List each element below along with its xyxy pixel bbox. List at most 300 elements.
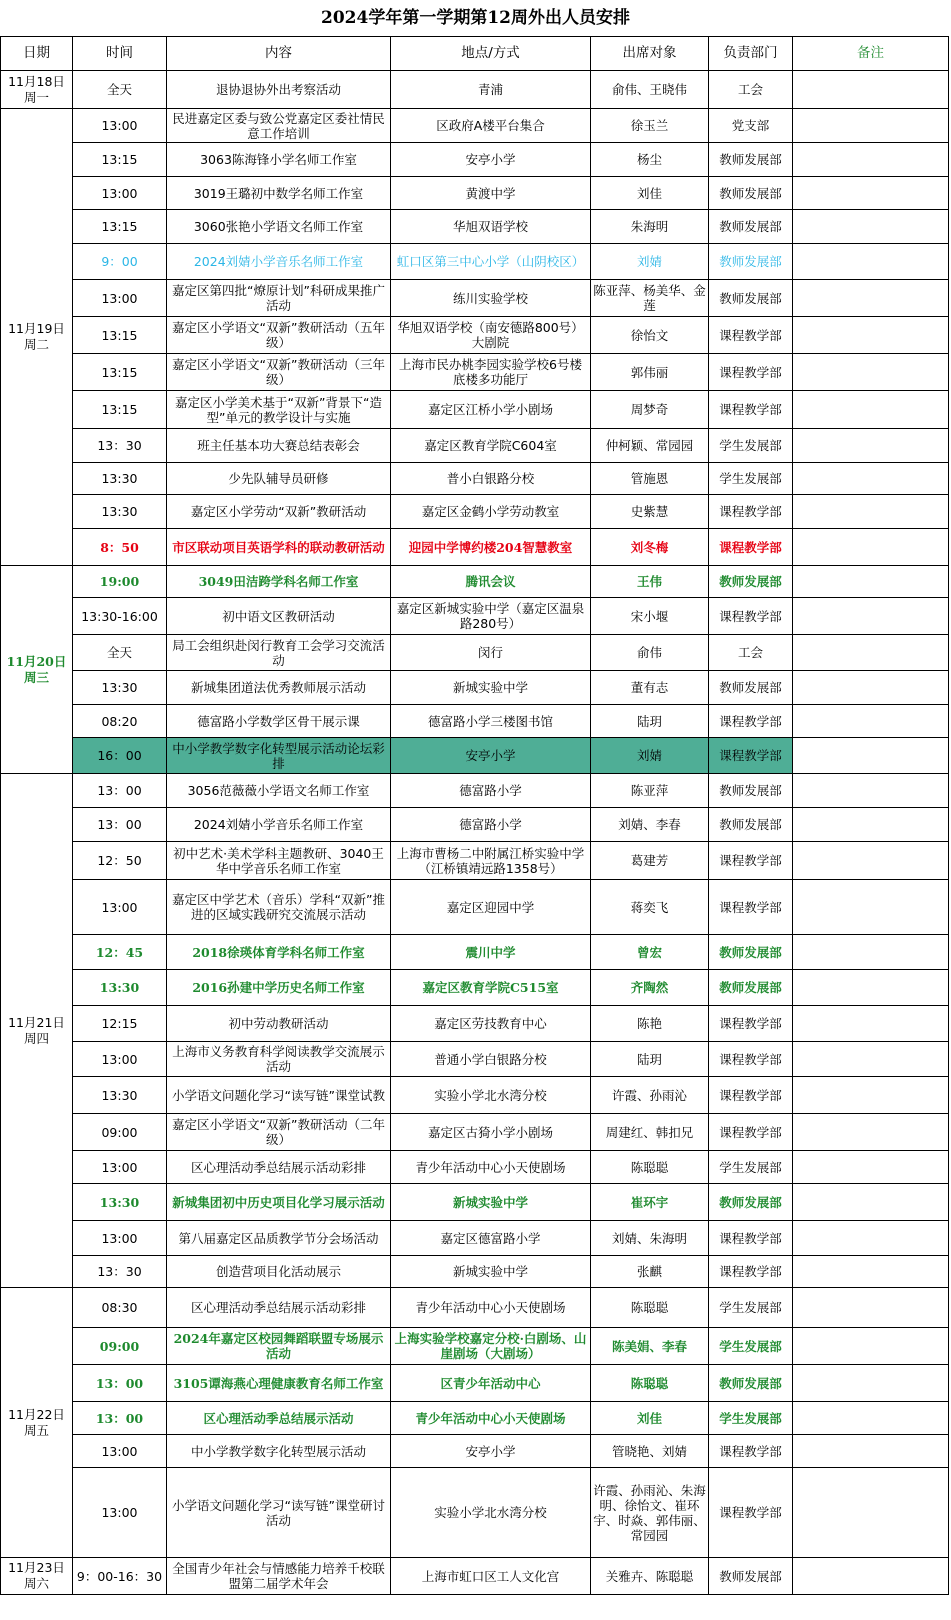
time-cell: 19:00 bbox=[73, 566, 167, 598]
people-cell: 郭伟丽 bbox=[591, 354, 709, 391]
date-cell bbox=[1, 71, 73, 109]
content-cell: 嘉定区中学艺术（音乐）学科“双新”推进的区域实践研究交流展示活动 bbox=[167, 880, 391, 935]
content-cell: 区心理活动季总结展示活动彩排 bbox=[167, 1151, 391, 1184]
table-row bbox=[1, 738, 949, 774]
weekday-label: 周四 bbox=[23, 1030, 49, 1046]
dept-cell: 学生发展部 bbox=[709, 1328, 793, 1365]
people-cell: 杨尘 bbox=[591, 143, 709, 177]
content-cell: 2016孙建中学历史名师工作室 bbox=[167, 970, 391, 1006]
content-cell: 创造营项目化活动展示 bbox=[167, 1256, 391, 1288]
time-cell: 08:20 bbox=[73, 705, 167, 738]
people-cell: 陈亚萍 bbox=[591, 774, 709, 808]
time-cell: 13：30 bbox=[73, 1256, 167, 1288]
table-row bbox=[1, 143, 949, 177]
header-date: 日期 bbox=[1, 37, 73, 71]
dept-cell: 课程教学部 bbox=[709, 705, 793, 738]
place-cell: 迎园中学博约楼204智慧教室 bbox=[391, 529, 591, 566]
people-cell: 周建红、韩扣兄 bbox=[591, 1114, 709, 1151]
content-cell: 嘉定区小学语文“双新”教研活动（五年级） bbox=[167, 317, 391, 354]
time-cell: 13:00 bbox=[73, 109, 167, 143]
content-cell: 3060张艳小学语文名师工作室 bbox=[167, 210, 391, 244]
time-cell: 12：50 bbox=[73, 842, 167, 880]
content-cell: 区心理活动季总结展示活动彩排 bbox=[167, 1288, 391, 1328]
content-cell: 区心理活动季总结展示活动 bbox=[167, 1402, 391, 1435]
place-cell: 闵行 bbox=[391, 635, 591, 671]
time-cell: 08:30 bbox=[73, 1288, 167, 1328]
table-row bbox=[1, 354, 949, 391]
note-cell bbox=[793, 143, 949, 177]
header-content: 内容 bbox=[167, 37, 391, 71]
note-cell bbox=[793, 1328, 949, 1365]
content-cell: 嘉定区小学美术基于“双新”背景下“造型”单元的教学设计与实施 bbox=[167, 391, 391, 429]
content-cell: 初中劳动教研活动 bbox=[167, 1006, 391, 1042]
content-cell: 3049田洁跨学科名师工作室 bbox=[167, 566, 391, 598]
table-row bbox=[1, 1328, 949, 1365]
time-cell: 8：50 bbox=[73, 529, 167, 566]
note-cell bbox=[793, 1077, 949, 1114]
time-cell: 13:30 bbox=[73, 463, 167, 495]
dept-cell: 工会 bbox=[709, 71, 793, 109]
note-cell bbox=[793, 774, 949, 808]
note-cell bbox=[793, 808, 949, 842]
content-cell: 嘉定区第四批“燎原计划”科研成果推广活动 bbox=[167, 280, 391, 317]
dept-cell: 教师发展部 bbox=[709, 808, 793, 842]
date-cell bbox=[1, 1288, 73, 1558]
content-cell: 小学语文问题化学习“读写链”课堂研讨活动 bbox=[167, 1468, 391, 1558]
dept-cell: 课程教学部 bbox=[709, 1077, 793, 1114]
people-cell: 许霞、孙雨沁 bbox=[591, 1077, 709, 1114]
dept-cell: 课程教学部 bbox=[709, 1435, 793, 1468]
time-cell: 12：45 bbox=[73, 935, 167, 970]
dept-cell: 党支部 bbox=[709, 109, 793, 143]
table-row bbox=[1, 635, 949, 671]
people-cell: 陈聪聪 bbox=[591, 1365, 709, 1402]
table-row bbox=[1, 1114, 949, 1151]
people-cell: 葛建芳 bbox=[591, 842, 709, 880]
dept-cell: 学生发展部 bbox=[709, 429, 793, 463]
content-cell: 德富路小学数学区骨干展示课 bbox=[167, 705, 391, 738]
place-cell: 嘉定区教育学院C604室 bbox=[391, 429, 591, 463]
place-cell: 德富路小学三楼图书馆 bbox=[391, 705, 591, 738]
place-cell: 华旭双语学校（南安德路800号）大剧院 bbox=[391, 317, 591, 354]
note-cell bbox=[793, 1435, 949, 1468]
weekday-label: 周一 bbox=[23, 89, 49, 105]
weekday-label: 周六 bbox=[23, 1576, 49, 1591]
place-cell: 新城实验中学 bbox=[391, 671, 591, 705]
people-cell: 仲柯颖、常园园 bbox=[591, 429, 709, 463]
note-cell bbox=[793, 1468, 949, 1558]
time-cell: 13:00 bbox=[73, 1221, 167, 1256]
content-cell: 初中艺术·美术学科主题教研、3040王华中学音乐名师工作室 bbox=[167, 842, 391, 880]
header-note: 备注 bbox=[793, 37, 949, 71]
dept-cell: 教师发展部 bbox=[709, 566, 793, 598]
schedule-table bbox=[0, 36, 949, 1595]
time-cell: 12:15 bbox=[73, 1006, 167, 1042]
place-cell: 德富路小学 bbox=[391, 808, 591, 842]
table-row bbox=[1, 1184, 949, 1221]
people-cell: 陈聪聪 bbox=[591, 1151, 709, 1184]
content-cell: 中小学教学数字化转型展示活动 bbox=[167, 1435, 391, 1468]
note-cell bbox=[793, 210, 949, 244]
place-cell: 安亭小学 bbox=[391, 1435, 591, 1468]
note-cell bbox=[793, 738, 949, 774]
dept-cell: 课程教学部 bbox=[709, 1256, 793, 1288]
place-cell: 区政府A楼平台集合 bbox=[391, 109, 591, 143]
place-cell: 青少年活动中心小天使剧场 bbox=[391, 1402, 591, 1435]
time-cell: 13:15 bbox=[73, 143, 167, 177]
note-cell bbox=[793, 935, 949, 970]
note-cell bbox=[793, 354, 949, 391]
time-cell: 13:30 bbox=[73, 1184, 167, 1221]
people-cell: 徐怡文 bbox=[591, 317, 709, 354]
dept-cell: 教师发展部 bbox=[709, 244, 793, 280]
content-cell: 新城集团道法优秀教师展示活动 bbox=[167, 671, 391, 705]
dept-cell: 教师发展部 bbox=[709, 210, 793, 244]
note-cell bbox=[793, 280, 949, 317]
content-cell: 少先队辅导员研修 bbox=[167, 463, 391, 495]
dept-cell: 教师发展部 bbox=[709, 1558, 793, 1595]
table-row bbox=[1, 1288, 949, 1328]
place-cell: 嘉定区新城实验中学（嘉定区温泉路280号） bbox=[391, 598, 591, 635]
people-cell: 陆玥 bbox=[591, 705, 709, 738]
header-row bbox=[1, 37, 949, 71]
dept-cell: 教师发展部 bbox=[709, 671, 793, 705]
content-cell: 3063陈海锋小学名师工作室 bbox=[167, 143, 391, 177]
place-cell: 嘉定区迎园中学 bbox=[391, 880, 591, 935]
people-cell: 刘婧、李春 bbox=[591, 808, 709, 842]
people-cell: 周梦奇 bbox=[591, 391, 709, 429]
table-row bbox=[1, 842, 949, 880]
table-row bbox=[1, 1402, 949, 1435]
dept-cell: 课程教学部 bbox=[709, 842, 793, 880]
date-label: 11月23日 bbox=[8, 1560, 65, 1575]
note-cell bbox=[793, 671, 949, 705]
place-cell: 黄渡中学 bbox=[391, 177, 591, 210]
dept-cell: 课程教学部 bbox=[709, 495, 793, 529]
dept-cell: 教师发展部 bbox=[709, 935, 793, 970]
people-cell: 曾宏 bbox=[591, 935, 709, 970]
date-cell bbox=[1, 774, 73, 1288]
people-cell: 俞伟、王晓伟 bbox=[591, 71, 709, 109]
table-row bbox=[1, 244, 949, 280]
dept-cell: 课程教学部 bbox=[709, 1468, 793, 1558]
dept-cell: 学生发展部 bbox=[709, 1288, 793, 1328]
table-row bbox=[1, 71, 949, 109]
people-cell: 王伟 bbox=[591, 566, 709, 598]
table-row bbox=[1, 529, 949, 566]
content-cell: 嘉定区小学语文“双新”教研活动（二年级） bbox=[167, 1114, 391, 1151]
note-cell bbox=[793, 495, 949, 529]
dept-cell: 课程教学部 bbox=[709, 598, 793, 635]
people-cell: 管施恩 bbox=[591, 463, 709, 495]
table-row bbox=[1, 935, 949, 970]
people-cell: 宋小堰 bbox=[591, 598, 709, 635]
people-cell: 陈聪聪 bbox=[591, 1288, 709, 1328]
content-cell: 民进嘉定区委与致公党嘉定区委社情民意工作培训 bbox=[167, 109, 391, 143]
time-cell: 13:30 bbox=[73, 495, 167, 529]
people-cell: 陈亚萍、杨美华、金莲 bbox=[591, 280, 709, 317]
content-cell: 班主任基本功大赛总结表彰会 bbox=[167, 429, 391, 463]
time-cell: 13:30 bbox=[73, 1077, 167, 1114]
dept-cell: 教师发展部 bbox=[709, 1184, 793, 1221]
time-cell: 13：30 bbox=[73, 429, 167, 463]
table-row bbox=[1, 1435, 949, 1468]
time-cell: 16：00 bbox=[73, 738, 167, 774]
dept-cell: 课程教学部 bbox=[709, 1114, 793, 1151]
table-row bbox=[1, 109, 949, 143]
table-row bbox=[1, 429, 949, 463]
time-cell: 全天 bbox=[73, 71, 167, 109]
place-cell: 德富路小学 bbox=[391, 774, 591, 808]
note-cell bbox=[793, 842, 949, 880]
header-place: 地点/方式 bbox=[391, 37, 591, 71]
place-cell: 嘉定区金鹤小学劳动教室 bbox=[391, 495, 591, 529]
place-cell: 实验小学北水湾分校 bbox=[391, 1468, 591, 1558]
date-label: 11月18日 bbox=[8, 73, 65, 89]
note-cell bbox=[793, 244, 949, 280]
note-cell bbox=[793, 705, 949, 738]
people-cell: 蒋奕飞 bbox=[591, 880, 709, 935]
time-cell: 13:15 bbox=[73, 354, 167, 391]
note-cell bbox=[793, 598, 949, 635]
note-cell bbox=[793, 1365, 949, 1402]
table-row bbox=[1, 391, 949, 429]
content-cell: 上海市义务教育科学阅读教学交流展示活动 bbox=[167, 1042, 391, 1077]
time-cell: 13：00 bbox=[73, 808, 167, 842]
table-row bbox=[1, 317, 949, 354]
time-cell: 13:15 bbox=[73, 391, 167, 429]
dept-cell: 课程教学部 bbox=[709, 1221, 793, 1256]
people-cell: 董有志 bbox=[591, 671, 709, 705]
people-cell: 刘婧 bbox=[591, 738, 709, 774]
table-row bbox=[1, 1365, 949, 1402]
place-cell: 上海市虹口区工人文化宫 bbox=[391, 1558, 591, 1595]
content-cell: 市区联动项目英语学科的联动教研活动 bbox=[167, 529, 391, 566]
table-row bbox=[1, 280, 949, 317]
people-cell: 许霞、孙雨沁、朱海明、徐怡文、崔环宇、时焱、郭伟丽、常园园 bbox=[591, 1468, 709, 1558]
table-row bbox=[1, 1468, 949, 1558]
place-cell: 普通小学白银路分校 bbox=[391, 1042, 591, 1077]
dept-cell: 课程教学部 bbox=[709, 529, 793, 566]
dept-cell: 课程教学部 bbox=[709, 354, 793, 391]
dept-cell: 学生发展部 bbox=[709, 1402, 793, 1435]
date-cell bbox=[1, 1558, 73, 1595]
header-people: 出席对象 bbox=[591, 37, 709, 71]
time-cell: 13:15 bbox=[73, 210, 167, 244]
time-cell: 13:30-16:00 bbox=[73, 598, 167, 635]
note-cell bbox=[793, 566, 949, 598]
table-row bbox=[1, 808, 949, 842]
table-row bbox=[1, 1042, 949, 1077]
table-row bbox=[1, 1151, 949, 1184]
place-cell: 嘉定区江桥小学小剧场 bbox=[391, 391, 591, 429]
table-row bbox=[1, 177, 949, 210]
header-dept: 负责部门 bbox=[709, 37, 793, 71]
content-cell: 2024刘婧小学音乐名师工作室 bbox=[167, 808, 391, 842]
table-row bbox=[1, 1558, 949, 1595]
dept-cell: 课程教学部 bbox=[709, 317, 793, 354]
dept-cell: 课程教学部 bbox=[709, 880, 793, 935]
content-cell: 嘉定区小学劳动“双新”教研活动 bbox=[167, 495, 391, 529]
content-cell: 2024年嘉定区校园舞蹈联盟专场展示活动 bbox=[167, 1328, 391, 1365]
table-row bbox=[1, 495, 949, 529]
date-cell bbox=[1, 109, 73, 566]
people-cell: 陆玥 bbox=[591, 1042, 709, 1077]
place-cell: 青浦 bbox=[391, 71, 591, 109]
people-cell: 俞伟 bbox=[591, 635, 709, 671]
weekday-label: 周三 bbox=[23, 669, 49, 685]
note-cell bbox=[793, 109, 949, 143]
table-row bbox=[1, 210, 949, 244]
time-cell: 9：00 bbox=[73, 244, 167, 280]
note-cell bbox=[793, 970, 949, 1006]
people-cell: 刘婧 bbox=[591, 244, 709, 280]
table-row bbox=[1, 705, 949, 738]
dept-cell: 教师发展部 bbox=[709, 177, 793, 210]
dept-cell: 教师发展部 bbox=[709, 280, 793, 317]
people-cell: 刘冬梅 bbox=[591, 529, 709, 566]
time-cell: 9：00-16：30 bbox=[73, 1558, 167, 1595]
date-label: 11月20日 bbox=[6, 653, 67, 669]
place-cell: 华旭双语学校 bbox=[391, 210, 591, 244]
content-cell: 全国青少年社会与情感能力培养千校联盟第二届学术年会 bbox=[167, 1558, 391, 1595]
note-cell bbox=[793, 635, 949, 671]
table-row bbox=[1, 774, 949, 808]
dept-cell: 工会 bbox=[709, 635, 793, 671]
time-cell: 13:00 bbox=[73, 1435, 167, 1468]
note-cell bbox=[793, 463, 949, 495]
content-cell: 退协退协外出考察活动 bbox=[167, 71, 391, 109]
table-row bbox=[1, 671, 949, 705]
table-row bbox=[1, 1221, 949, 1256]
dept-cell: 教师发展部 bbox=[709, 143, 793, 177]
table-row bbox=[1, 463, 949, 495]
people-cell: 齐陶然 bbox=[591, 970, 709, 1006]
time-cell: 09:00 bbox=[73, 1328, 167, 1365]
place-cell: 新城实验中学 bbox=[391, 1256, 591, 1288]
content-cell: 小学语文问题化学习“读写链”课堂试教 bbox=[167, 1077, 391, 1114]
time-cell: 13：00 bbox=[73, 1402, 167, 1435]
place-cell: 虹口区第三中心小学（山阴校区） bbox=[391, 244, 591, 280]
place-cell: 安亭小学 bbox=[391, 143, 591, 177]
weekday-label: 周五 bbox=[23, 1422, 49, 1438]
place-cell: 实验小学北水湾分校 bbox=[391, 1077, 591, 1114]
content-cell: 第八届嘉定区品质教学节分会场活动 bbox=[167, 1221, 391, 1256]
dept-cell: 学生发展部 bbox=[709, 463, 793, 495]
note-cell bbox=[793, 177, 949, 210]
time-cell: 13:00 bbox=[73, 280, 167, 317]
time-cell: 13:30 bbox=[73, 671, 167, 705]
content-cell: 新城集团初中历史项目化学习展示活动 bbox=[167, 1184, 391, 1221]
content-cell: 3056范薇薇小学语文名师工作室 bbox=[167, 774, 391, 808]
header-time: 时间 bbox=[73, 37, 167, 71]
people-cell: 史紫慧 bbox=[591, 495, 709, 529]
place-cell: 上海市曹杨二中附属江桥实验中学（江桥镇靖远路1358号） bbox=[391, 842, 591, 880]
weekday-label: 周二 bbox=[23, 337, 49, 352]
table-row bbox=[1, 1256, 949, 1288]
time-cell: 13:00 bbox=[73, 1468, 167, 1558]
people-cell: 关雅卉、陈聪聪 bbox=[591, 1558, 709, 1595]
note-cell bbox=[793, 429, 949, 463]
place-cell: 嘉定区劳技教育中心 bbox=[391, 1006, 591, 1042]
people-cell: 刘佳 bbox=[591, 1402, 709, 1435]
note-cell bbox=[793, 880, 949, 935]
people-cell: 陈艳 bbox=[591, 1006, 709, 1042]
table-row bbox=[1, 1077, 949, 1114]
place-cell: 嘉定区德富路小学 bbox=[391, 1221, 591, 1256]
place-cell: 安亭小学 bbox=[391, 738, 591, 774]
date-label: 11月22日 bbox=[8, 1406, 65, 1422]
time-cell: 13:00 bbox=[73, 880, 167, 935]
dept-cell: 教师发展部 bbox=[709, 1365, 793, 1402]
note-cell bbox=[793, 529, 949, 566]
dept-cell: 课程教学部 bbox=[709, 391, 793, 429]
note-cell bbox=[793, 1006, 949, 1042]
note-cell bbox=[793, 1114, 949, 1151]
time-cell: 13：00 bbox=[73, 1365, 167, 1402]
time-cell: 13:15 bbox=[73, 317, 167, 354]
schedule-body bbox=[1, 71, 949, 1595]
place-cell: 震川中学 bbox=[391, 935, 591, 970]
dept-cell: 学生发展部 bbox=[709, 1151, 793, 1184]
people-cell: 刘婧、朱海明 bbox=[591, 1221, 709, 1256]
place-cell: 腾讯会议 bbox=[391, 566, 591, 598]
date-cell bbox=[1, 566, 73, 774]
table-row bbox=[1, 1006, 949, 1042]
content-cell: 中小学教学数字化转型展示活动论坛彩排 bbox=[167, 738, 391, 774]
date-label: 11月19日 bbox=[8, 321, 65, 336]
note-cell bbox=[793, 71, 949, 109]
place-cell: 嘉定区古猗小学小剧场 bbox=[391, 1114, 591, 1151]
people-cell: 陈美娟、李春 bbox=[591, 1328, 709, 1365]
table-row bbox=[1, 880, 949, 935]
time-cell: 13：00 bbox=[73, 774, 167, 808]
people-cell: 管晓艳、刘婧 bbox=[591, 1435, 709, 1468]
note-cell bbox=[793, 1558, 949, 1595]
people-cell: 崔环宇 bbox=[591, 1184, 709, 1221]
dept-cell: 教师发展部 bbox=[709, 970, 793, 1006]
people-cell: 张麒 bbox=[591, 1256, 709, 1288]
table-row bbox=[1, 566, 949, 598]
note-cell bbox=[793, 1402, 949, 1435]
dept-cell: 课程教学部 bbox=[709, 738, 793, 774]
content-cell: 局工会组织赴闵行教育工会学习交流活动 bbox=[167, 635, 391, 671]
people-cell: 刘佳 bbox=[591, 177, 709, 210]
place-cell: 新城实验中学 bbox=[391, 1184, 591, 1221]
content-cell: 3105谭海燕心理健康教育名师工作室 bbox=[167, 1365, 391, 1402]
table-row bbox=[1, 970, 949, 1006]
people-cell: 徐玉兰 bbox=[591, 109, 709, 143]
content-cell: 3019王璐初中数学名师工作室 bbox=[167, 177, 391, 210]
note-cell bbox=[793, 317, 949, 354]
content-cell: 初中语文区教研活动 bbox=[167, 598, 391, 635]
note-cell bbox=[793, 1288, 949, 1328]
page-title: 2024学年第一学期第12周外出人员安排 bbox=[321, 8, 630, 28]
date-label: 11月21日 bbox=[8, 1014, 65, 1030]
note-cell bbox=[793, 391, 949, 429]
dept-cell: 课程教学部 bbox=[709, 1042, 793, 1077]
place-cell: 普小白银路分校 bbox=[391, 463, 591, 495]
dept-cell: 课程教学部 bbox=[709, 1006, 793, 1042]
place-cell: 青少年活动中心小天使剧场 bbox=[391, 1151, 591, 1184]
place-cell: 上海市民办桃李园实验学校6号楼底楼多功能厅 bbox=[391, 354, 591, 391]
note-cell bbox=[793, 1151, 949, 1184]
place-cell: 嘉定区教育学院C515室 bbox=[391, 970, 591, 1006]
dept-cell: 教师发展部 bbox=[709, 774, 793, 808]
time-cell: 13:00 bbox=[73, 1151, 167, 1184]
time-cell: 13:00 bbox=[73, 177, 167, 210]
place-cell: 青少年活动中心小天使剧场 bbox=[391, 1288, 591, 1328]
